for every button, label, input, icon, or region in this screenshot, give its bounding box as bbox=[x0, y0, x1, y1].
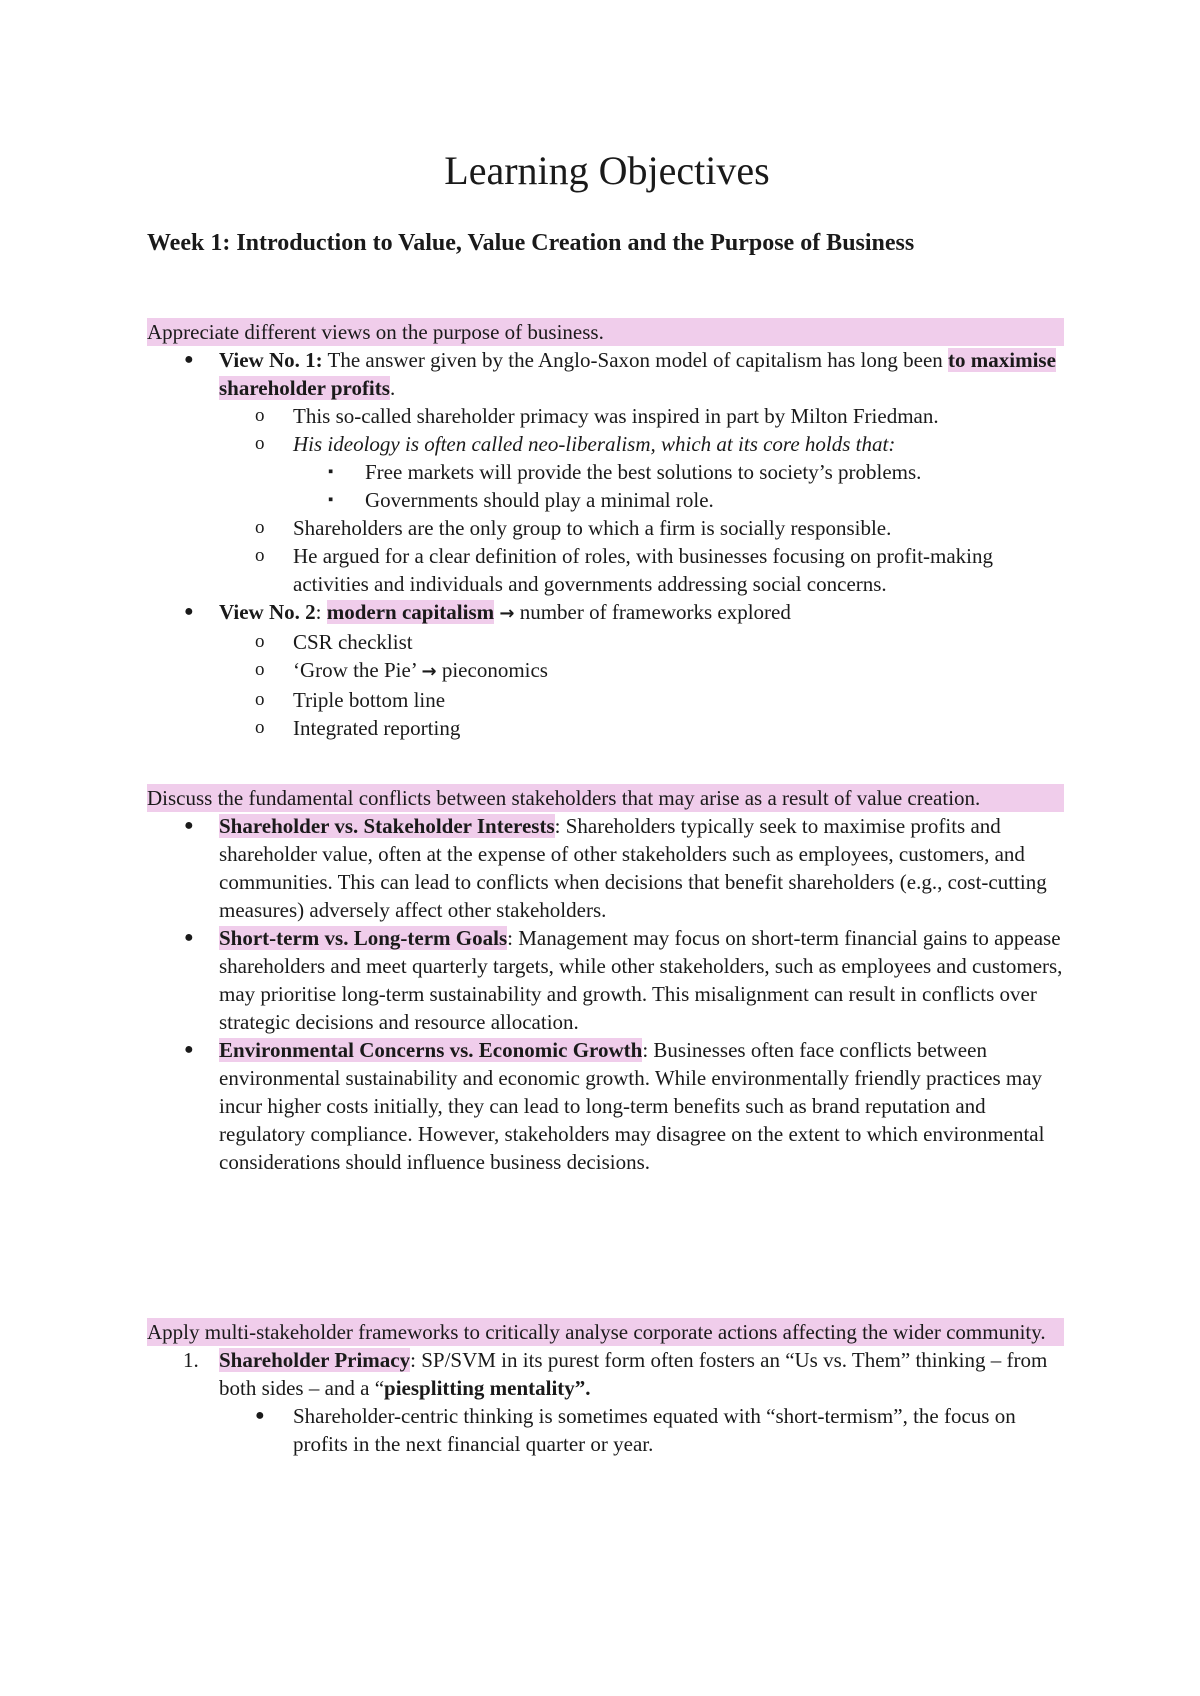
square-bullet-icon: ▪ bbox=[328, 464, 334, 480]
list-item: o CSR checklist bbox=[255, 630, 413, 654]
list-item: o Shareholders are the only group to which a firm is socially responsible. bbox=[255, 516, 892, 540]
bullet-icon: ● bbox=[255, 1407, 265, 1424]
list-item: ● Shareholder-centric thinking is sometimes equated with “short-termism”, the focus on profits in the next financial quarter or year. bbox=[255, 1404, 1016, 1456]
learning-objective: Appreciate different views on the purpose of business. bbox=[147, 318, 1064, 346]
highlighted-phrase: modern capitalism bbox=[326, 600, 495, 624]
list-item: 1. Shareholder Primacy: SP/SVM in its purest form often fosters an “Us vs. Them” thinking – from both sides – and a “piesplitting mentality”. bbox=[183, 1348, 1048, 1400]
week-heading: Week 1: Introduction to Value, Value Creation and the Purpose of Business bbox=[147, 230, 915, 256]
square-bullet-icon: ▪ bbox=[328, 492, 334, 508]
hollow-bullet-icon: o bbox=[255, 659, 265, 680]
bullet-icon: ● bbox=[184, 929, 194, 946]
list-item: o ‘Grow the Pie’ → pieconomics bbox=[255, 658, 548, 682]
right-arrow-icon: → bbox=[421, 661, 437, 682]
section-purpose-of-business bbox=[147, 318, 1067, 742]
list-item: ● Short-term vs. Long-term Goals: Management may focus on short-term financial gains to appease shareholders and meet quarterly targets, while other stakeholders, such as employees and customers, may prioritise long-term sustainability and growth. This misalignment can result in conflicts over strategic decisions and resource allocation. bbox=[184, 926, 1063, 1034]
list-item: o This so-called shareholder primacy was inspired in part by Milton Friedman. bbox=[255, 404, 939, 428]
highlighted-phrase: Shareholder vs. Stakeholder Interests bbox=[219, 814, 555, 838]
bullet-icon: ● bbox=[184, 1041, 194, 1058]
bullet-icon: ● bbox=[184, 603, 194, 620]
bullet-icon: ● bbox=[184, 817, 194, 834]
list-item: ● View No. 1: The answer given by the Anglo-Saxon model of capitalism has long been to maximise shareholder profits. bbox=[184, 348, 1056, 400]
list-item: ● View No. 2: modern capitalism → number of frameworks explored bbox=[184, 600, 791, 624]
learning-objective: Apply multi-stakeholder frameworks to critically analyse corporate actions affecting the wider community. bbox=[147, 1318, 1064, 1346]
hollow-bullet-icon: o bbox=[255, 545, 265, 566]
view-label: View No. 2 bbox=[219, 600, 316, 624]
views-list bbox=[147, 346, 1067, 742]
highlighted-phrase: Shareholder Primacy bbox=[219, 1348, 411, 1372]
list-item: o His ideology is often called neo-liberalism, which at its core holds that: bbox=[255, 432, 896, 456]
list-number: 1. bbox=[183, 1348, 199, 1372]
hollow-bullet-icon: o bbox=[255, 433, 265, 454]
page-title: Learning Objectives bbox=[444, 148, 770, 193]
learning-objective: Discuss the fundamental conflicts between stakeholders that may arise as a result of value creation. bbox=[147, 784, 1064, 812]
hollow-bullet-icon: o bbox=[255, 405, 265, 426]
list-item: o Triple bottom line bbox=[255, 688, 446, 712]
list-item: ▪ Governments should play a minimal role. bbox=[328, 488, 714, 512]
list-item: ● Shareholder vs. Stakeholder Interests: Shareholders typically seek to maximise profits and shareholder value, often at the expense of other stakeholders such as employees, customers, and communities. This can lead to conflicts when decisions that benefit shareholders (e.g., cost-cutting measures) adversely affect other stakeholders. bbox=[184, 814, 1047, 922]
view-label: View No. 1: bbox=[219, 348, 323, 372]
hollow-bullet-icon: o bbox=[255, 717, 265, 738]
right-arrow-icon: → bbox=[499, 603, 515, 624]
list-item: ▪ Free markets will provide the best solutions to society’s problems. bbox=[328, 460, 922, 484]
bullet-icon: ● bbox=[184, 351, 194, 368]
frameworks-list bbox=[147, 1346, 1067, 1458]
list-item: o Integrated reporting bbox=[255, 716, 461, 740]
hollow-bullet-icon: o bbox=[255, 631, 265, 652]
section-multi-stakeholder-frameworks bbox=[147, 1318, 1067, 1458]
conflicts-list bbox=[147, 812, 1067, 1176]
highlighted-phrase: to maximise shareholder profits bbox=[219, 348, 1056, 400]
highlighted-phrase: Short-term vs. Long-term Goals bbox=[219, 926, 508, 950]
hollow-bullet-icon: o bbox=[255, 517, 265, 538]
hollow-bullet-icon: o bbox=[255, 689, 265, 710]
list-item: o He argued for a clear definition of roles, with businesses focusing on profit-making activities and individuals and governments addressing social concerns. bbox=[255, 544, 994, 596]
highlighted-phrase: Environmental Concerns vs. Economic Growth bbox=[219, 1038, 643, 1062]
section-stakeholder-conflicts bbox=[147, 784, 1067, 1176]
list-item: ● Environmental Concerns vs. Economic Growth: Businesses often face conflicts between environmental sustainability and economic growth. While environmentally friendly practices may incur higher costs initially, they can lead to long-term benefits such as brand reputation and regulatory compliance. However, stakeholders may disagree on the extent to which environmental considerations should influence business decisions. bbox=[184, 1038, 1045, 1174]
